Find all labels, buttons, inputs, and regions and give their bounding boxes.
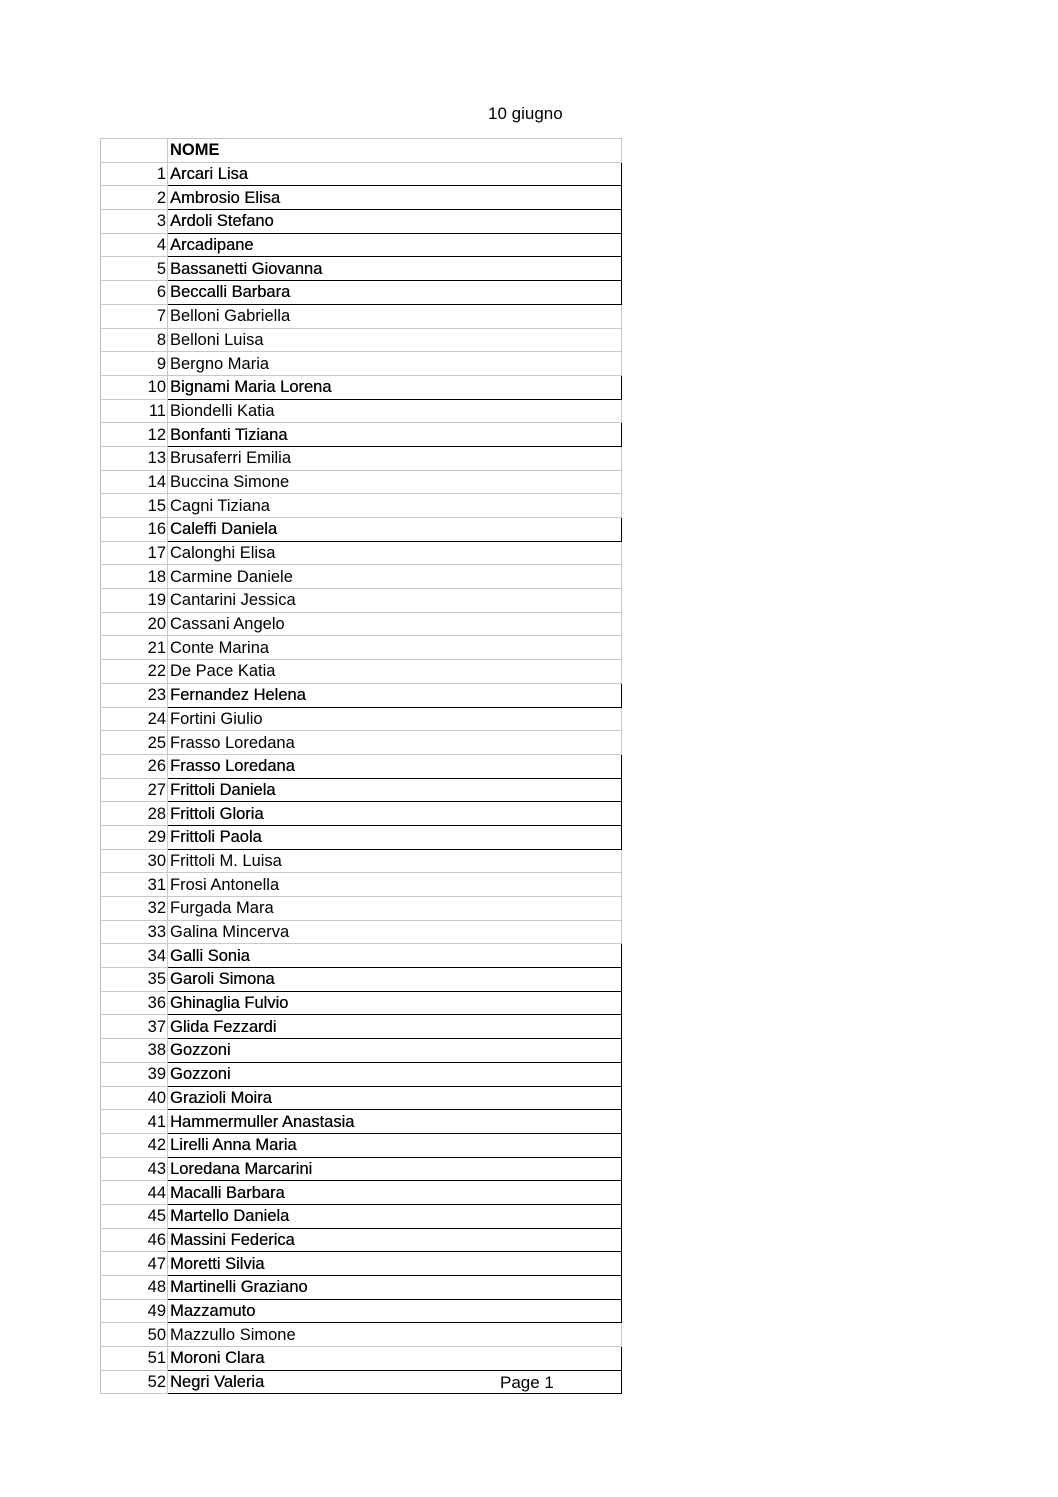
- table-row: [101, 1133, 622, 1157]
- row-number-cell: 25: [101, 731, 168, 755]
- table-row: [101, 328, 622, 352]
- row-name-cell: Moroni Clara: [168, 1347, 622, 1371]
- row-name-cell: Glida Fezzardi: [168, 1015, 622, 1039]
- table-row: [101, 518, 622, 542]
- table-row: [101, 1015, 622, 1039]
- row-number-cell: 19: [101, 589, 168, 613]
- row-name-cell: Cagni Tiziana: [168, 494, 622, 518]
- table-row: [101, 210, 622, 234]
- row-name-cell: Conte Marina: [168, 636, 622, 660]
- row-name-cell: Bignami Maria Lorena: [168, 375, 622, 399]
- page-footer-label: Page 1: [500, 1373, 554, 1392]
- row-name-cell: Frasso Loredana: [168, 731, 622, 755]
- row-number-cell: 49: [101, 1299, 168, 1323]
- row-number-cell: 33: [101, 920, 168, 944]
- table-row: [101, 233, 622, 257]
- table-row: [101, 1276, 622, 1300]
- table-row: [101, 1062, 622, 1086]
- row-name-cell: Calonghi Elisa: [168, 541, 622, 565]
- row-name-cell: Frittoli Daniela: [168, 778, 622, 802]
- row-name-cell: Galina Mincerva: [168, 920, 622, 944]
- table-row: [101, 991, 622, 1015]
- names-table: [100, 138, 622, 1394]
- row-name-cell: Fernandez Helena: [168, 683, 622, 707]
- row-name-cell: Mazzullo Simone: [168, 1323, 622, 1347]
- row-number-cell: 5: [101, 257, 168, 281]
- row-name-cell: Furgada Mara: [168, 897, 622, 921]
- table-row: [101, 873, 622, 897]
- table-row: [101, 1181, 622, 1205]
- row-number-cell: 38: [101, 1039, 168, 1063]
- row-name-cell: Belloni Luisa: [168, 328, 622, 352]
- row-name-cell: Frittoli M. Luisa: [168, 849, 622, 873]
- row-number-cell: 24: [101, 707, 168, 731]
- table-row: [101, 470, 622, 494]
- row-name-cell: Ambrosio Elisa: [168, 186, 622, 210]
- row-number-cell: 41: [101, 1110, 168, 1134]
- row-number-cell: 9: [101, 352, 168, 376]
- row-name-cell: Bergno Maria: [168, 352, 622, 376]
- row-number-cell: 45: [101, 1204, 168, 1228]
- table-row: [101, 731, 622, 755]
- row-name-cell: Beccalli Barbara: [168, 281, 622, 305]
- table-row: [101, 281, 622, 305]
- table-row: [101, 257, 622, 281]
- table-row: [101, 541, 622, 565]
- row-name-cell: Massini Federica: [168, 1228, 622, 1252]
- row-number-cell: 4: [101, 233, 168, 257]
- table-row: [101, 589, 622, 613]
- row-name-cell: Grazioli Moira: [168, 1086, 622, 1110]
- row-number-cell: 50: [101, 1323, 168, 1347]
- row-name-cell: Buccina Simone: [168, 470, 622, 494]
- row-number-cell: 17: [101, 541, 168, 565]
- row-name-cell: Lirelli Anna Maria: [168, 1133, 622, 1157]
- table-row: [101, 186, 622, 210]
- row-number-cell: 15: [101, 494, 168, 518]
- table-row: [101, 1157, 622, 1181]
- table-row: [101, 778, 622, 802]
- table-row: [101, 1299, 622, 1323]
- row-number-cell: 11: [101, 399, 168, 423]
- row-name-cell: Cassani Angelo: [168, 612, 622, 636]
- row-number-cell: 21: [101, 636, 168, 660]
- row-number-cell: 44: [101, 1181, 168, 1205]
- names-table-body: [101, 139, 622, 1394]
- row-name-cell: Arcari Lisa: [168, 162, 622, 186]
- row-name-cell: Brusaferri Emilia: [168, 446, 622, 470]
- row-name-cell: Arcadipane: [168, 233, 622, 257]
- row-number-cell: 6: [101, 281, 168, 305]
- row-name-cell: Bassanetti Giovanna: [168, 257, 622, 281]
- row-number-cell: 35: [101, 968, 168, 992]
- row-number-cell: 10: [101, 375, 168, 399]
- row-number-cell: 20: [101, 612, 168, 636]
- row-number-cell: 31: [101, 873, 168, 897]
- table-row: [101, 802, 622, 826]
- row-number-cell: 48: [101, 1276, 168, 1300]
- row-name-cell: Fortini Giulio: [168, 707, 622, 731]
- row-number-cell: 22: [101, 660, 168, 684]
- row-name-cell: Hammermuller Anastasia: [168, 1110, 622, 1134]
- table-row: [101, 399, 622, 423]
- table-row: [101, 162, 622, 186]
- row-number-cell: 37: [101, 1015, 168, 1039]
- table-row: [101, 683, 622, 707]
- row-name-cell: Macalli Barbara: [168, 1181, 622, 1205]
- table-row: [101, 446, 622, 470]
- row-name-cell: Biondelli Katia: [168, 399, 622, 423]
- table-row: [101, 636, 622, 660]
- header-number-cell: [101, 139, 168, 163]
- row-name-cell: Carmine Daniele: [168, 565, 622, 589]
- page-header-date: 10 giugno: [488, 104, 563, 123]
- row-number-cell: 12: [101, 423, 168, 447]
- row-number-cell: 47: [101, 1252, 168, 1276]
- table-row: [101, 944, 622, 968]
- table-row: [101, 754, 622, 778]
- table-row: [101, 1039, 622, 1063]
- table-row: [101, 1323, 622, 1347]
- row-name-cell: Ghinaglia Fulvio: [168, 991, 622, 1015]
- row-number-cell: 30: [101, 849, 168, 873]
- table-row: [101, 1110, 622, 1134]
- row-name-cell: Martinelli Graziano: [168, 1276, 622, 1300]
- table-row: [101, 825, 622, 849]
- row-number-cell: 14: [101, 470, 168, 494]
- row-number-cell: 36: [101, 991, 168, 1015]
- table-row: [101, 660, 622, 684]
- row-name-cell: Frittoli Gloria: [168, 802, 622, 826]
- row-name-cell: Gozzoni: [168, 1039, 622, 1063]
- row-number-cell: 3: [101, 210, 168, 234]
- row-name-cell: Ardoli Stefano: [168, 210, 622, 234]
- table-row: [101, 304, 622, 328]
- row-number-cell: 51: [101, 1347, 168, 1371]
- table-header-row: [101, 139, 622, 163]
- row-name-cell: Negri Valeria: [168, 1370, 622, 1394]
- row-number-cell: 2: [101, 186, 168, 210]
- table-row: [101, 920, 622, 944]
- row-number-cell: 7: [101, 304, 168, 328]
- row-number-cell: 32: [101, 897, 168, 921]
- row-number-cell: 27: [101, 778, 168, 802]
- row-name-cell: Frasso Loredana: [168, 754, 622, 778]
- table-row: [101, 612, 622, 636]
- row-number-cell: 16: [101, 518, 168, 542]
- table-row: [101, 849, 622, 873]
- row-number-cell: 23: [101, 683, 168, 707]
- row-number-cell: 8: [101, 328, 168, 352]
- row-number-cell: 28: [101, 802, 168, 826]
- row-number-cell: 29: [101, 825, 168, 849]
- row-number-cell: 1: [101, 162, 168, 186]
- table-row: [101, 494, 622, 518]
- row-number-cell: 42: [101, 1133, 168, 1157]
- row-name-cell: De Pace Katia: [168, 660, 622, 684]
- row-number-cell: 34: [101, 944, 168, 968]
- table-row: [101, 1347, 622, 1371]
- row-name-cell: Loredana Marcarini: [168, 1157, 622, 1181]
- row-name-cell: Gozzoni: [168, 1062, 622, 1086]
- table-row: [101, 375, 622, 399]
- table-row: [101, 897, 622, 921]
- row-number-cell: 13: [101, 446, 168, 470]
- row-name-cell: Galli Sonia: [168, 944, 622, 968]
- row-name-cell: Martello Daniela: [168, 1204, 622, 1228]
- row-name-cell: Caleffi Daniela: [168, 518, 622, 542]
- table-row: [101, 565, 622, 589]
- row-name-cell: Frittoli Paola: [168, 825, 622, 849]
- row-number-cell: 39: [101, 1062, 168, 1086]
- table-row: [101, 1204, 622, 1228]
- row-number-cell: 40: [101, 1086, 168, 1110]
- row-name-cell: Frosi Antonella: [168, 873, 622, 897]
- row-number-cell: 26: [101, 754, 168, 778]
- table-row: [101, 1228, 622, 1252]
- table-row: [101, 707, 622, 731]
- column-header-nome: NOME: [168, 139, 622, 163]
- table-row: [101, 423, 622, 447]
- table-row: [101, 968, 622, 992]
- row-name-cell: Garoli Simona: [168, 968, 622, 992]
- row-name-cell: Mazzamuto: [168, 1299, 622, 1323]
- row-number-cell: 18: [101, 565, 168, 589]
- row-name-cell: Moretti Silvia: [168, 1252, 622, 1276]
- row-name-cell: Bonfanti Tiziana: [168, 423, 622, 447]
- row-name-cell: Belloni Gabriella: [168, 304, 622, 328]
- row-name-cell: Cantarini Jessica: [168, 589, 622, 613]
- row-number-cell: 46: [101, 1228, 168, 1252]
- table-row: [101, 1252, 622, 1276]
- row-number-cell: 52: [101, 1370, 168, 1394]
- table-row: [101, 352, 622, 376]
- table-row: [101, 1086, 622, 1110]
- row-number-cell: 43: [101, 1157, 168, 1181]
